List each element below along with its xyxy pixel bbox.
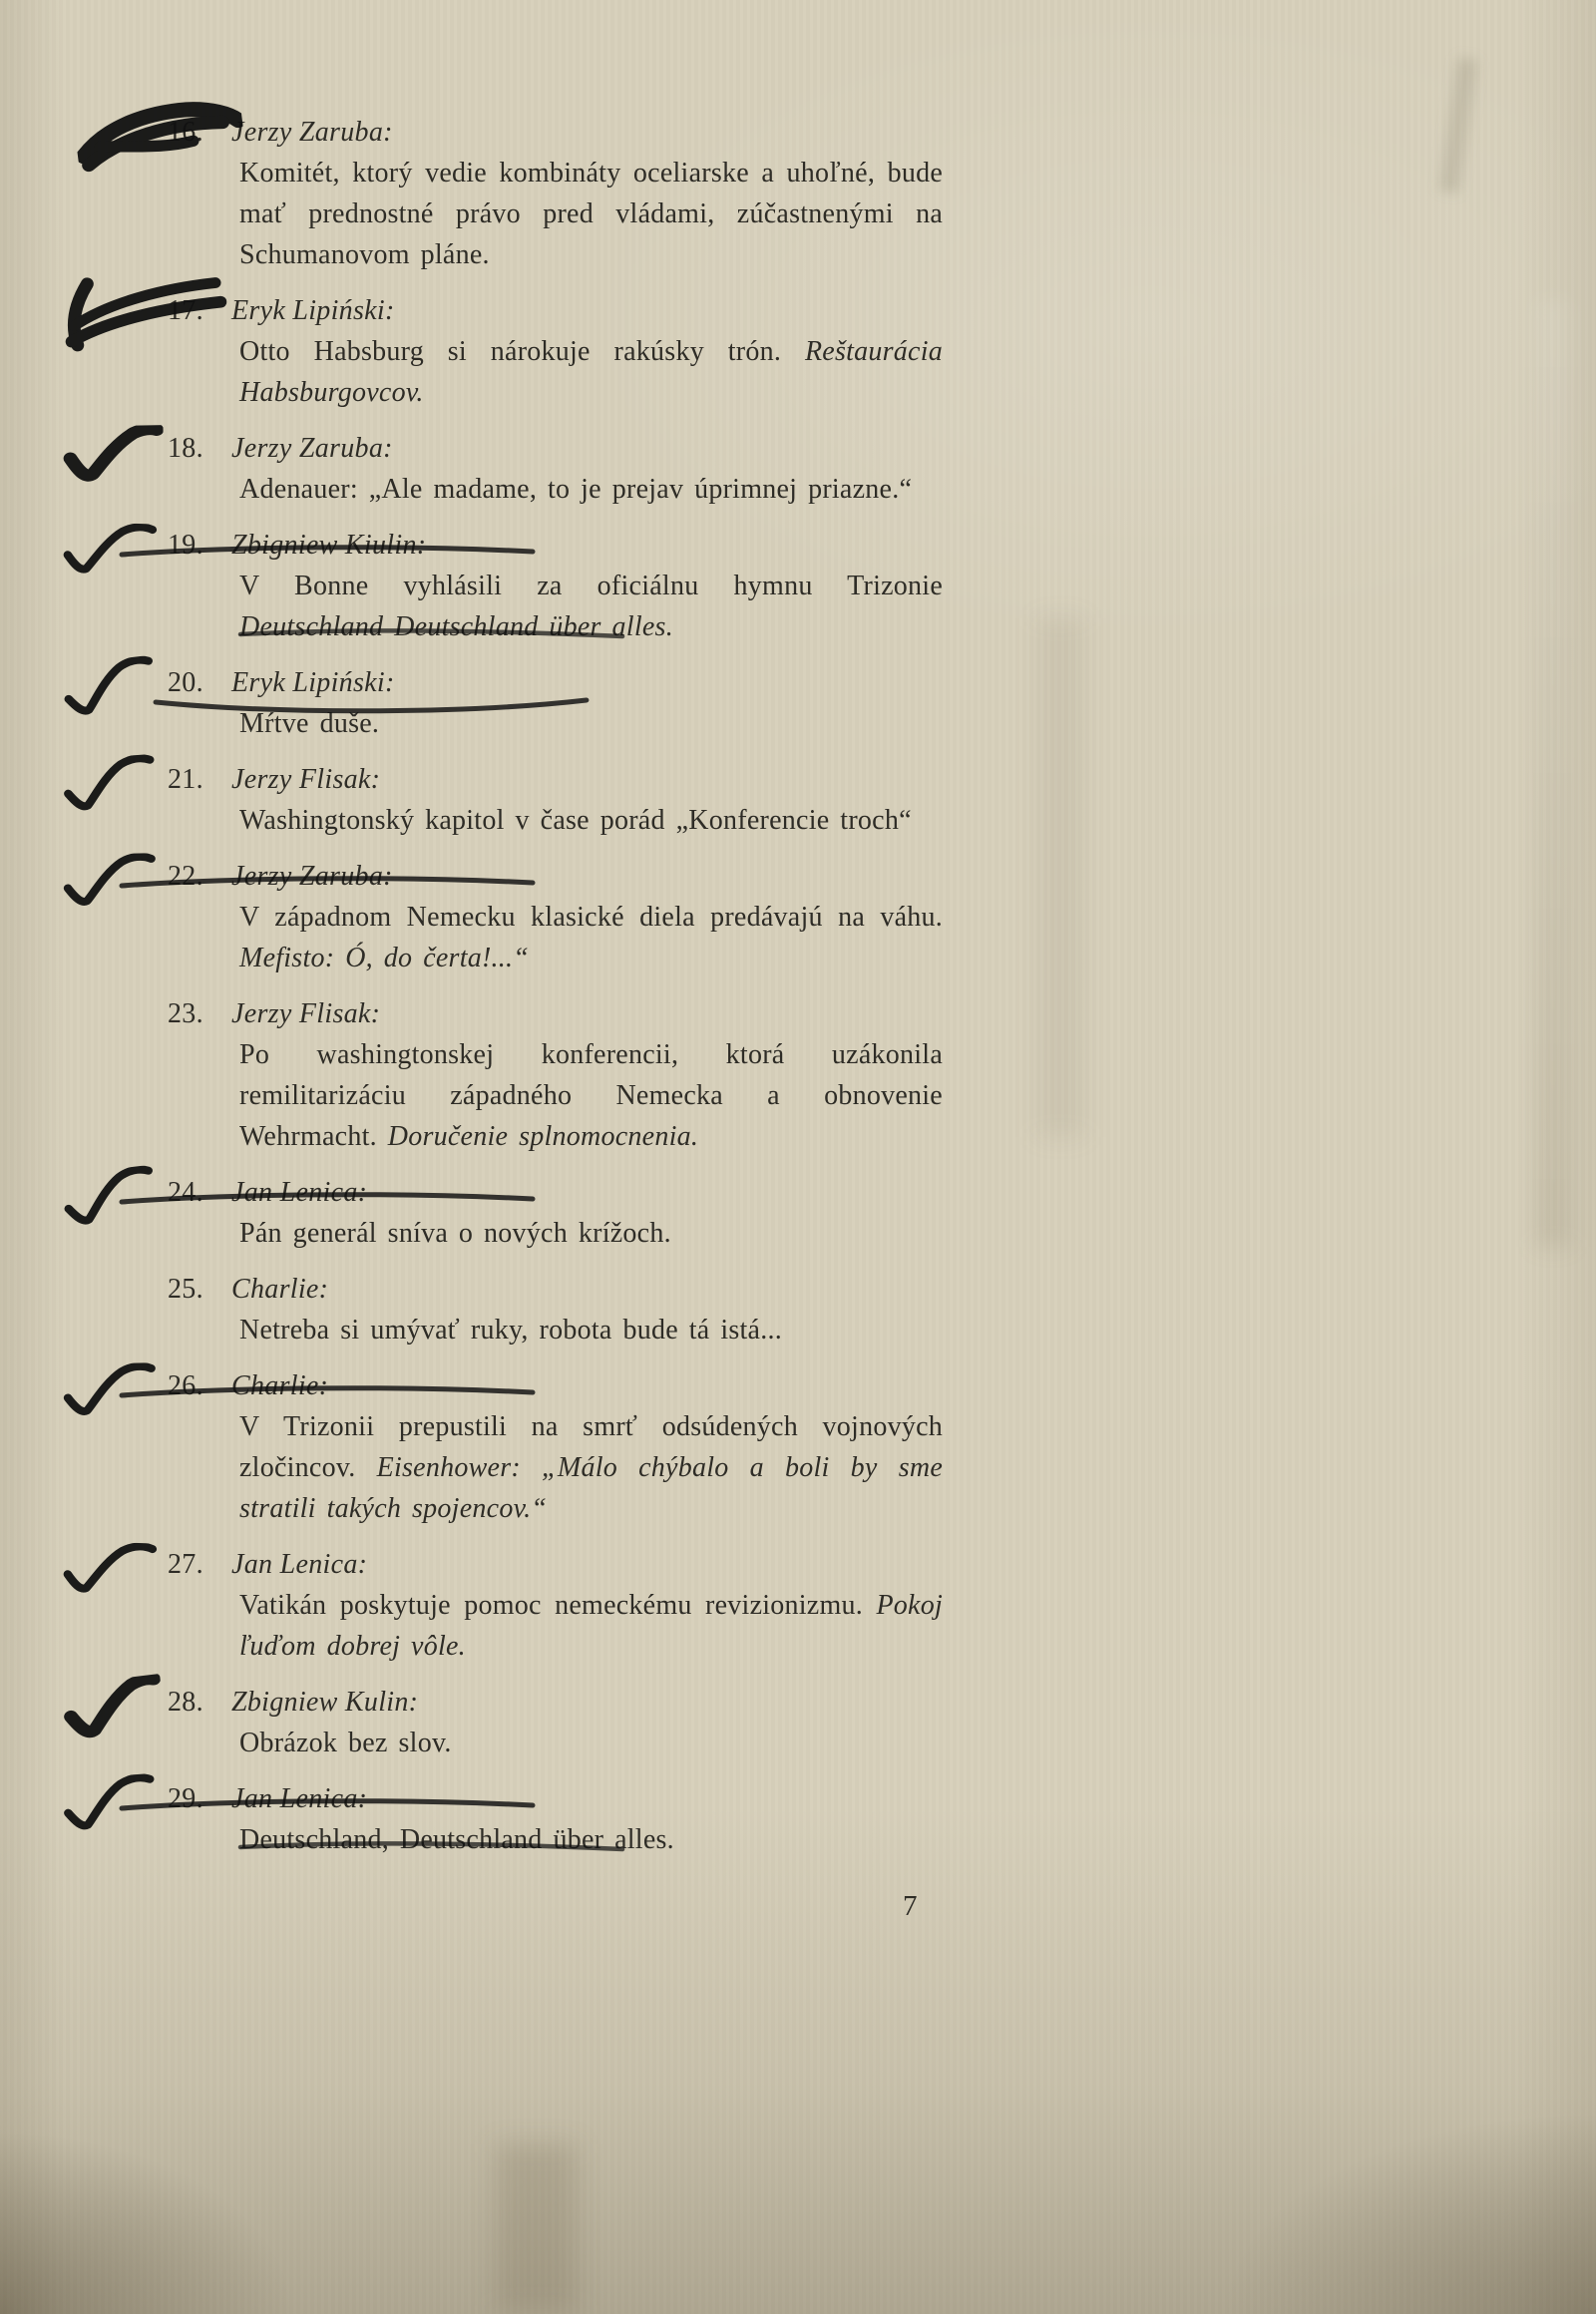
- caption-text: Po washingtonskej konferencii, ktorá uzákonila remilitarizáciu západného Nemecka a obnovenie Wehrmacht.: [239, 1039, 943, 1152]
- item-caption: [239, 1585, 943, 1667]
- item-caption: [239, 897, 943, 978]
- list-item: [0, 662, 1596, 744]
- item-number: 29.: [168, 1783, 203, 1814]
- item-number: 28.: [168, 1687, 203, 1718]
- item-caption: [239, 1406, 943, 1529]
- item-caption: [239, 703, 943, 744]
- item-number: 21.: [168, 764, 203, 795]
- catalog-list: [0, 112, 1596, 1875]
- item-heading: [168, 764, 380, 795]
- item-heading: [168, 1274, 328, 1305]
- item-number: 20.: [168, 667, 203, 698]
- item-heading: [168, 1687, 418, 1718]
- caption-title-italic: Deutschland Deutschland über alles.: [239, 611, 673, 642]
- item-author: Jan Lenica:: [231, 1783, 368, 1814]
- list-item: [0, 112, 1596, 275]
- list-item: [0, 1682, 1596, 1763]
- item-heading: [168, 433, 393, 464]
- item-heading: [168, 998, 380, 1029]
- pen-checkmark-icon: [60, 1773, 160, 1840]
- item-heading: [168, 117, 393, 148]
- list-item: [0, 1365, 1596, 1529]
- item-heading: [168, 295, 395, 326]
- pen-checkmark-icon: [59, 654, 162, 725]
- list-item: [0, 759, 1596, 841]
- item-author: Jerzy Zaruba:: [231, 433, 393, 464]
- item-caption: [239, 1213, 943, 1254]
- item-number: 27.: [168, 1549, 203, 1580]
- caption-text: Obrázok bez slov.: [239, 1728, 452, 1758]
- caption-text: Mŕtve duše.: [239, 708, 380, 739]
- pen-checkmark-icon: [61, 425, 164, 487]
- item-heading: [168, 861, 393, 892]
- item-number: 24.: [168, 1177, 203, 1208]
- item-heading: [168, 667, 395, 698]
- item-author: Zbigniew Kulin:: [231, 1687, 419, 1718]
- item-author: Jerzy Flisak:: [231, 764, 381, 795]
- caption-text: Pán generál sníva o nových krížoch.: [239, 1218, 671, 1249]
- item-caption: [239, 331, 943, 413]
- item-caption: [239, 800, 943, 841]
- item-heading: [168, 530, 426, 561]
- caption-text: Deutschland, Deutschland über alles.: [239, 1824, 674, 1855]
- item-author: Eryk Lipiński:: [231, 295, 395, 326]
- pen-checkmark-icon: [61, 1362, 158, 1424]
- list-item: [0, 428, 1596, 510]
- caption-title-italic: Mefisto: Ó, do čerta!...“: [239, 943, 530, 973]
- item-author: Charlie:: [231, 1370, 329, 1401]
- list-item: [0, 1269, 1596, 1350]
- caption-title-italic: Pokoj ľuďom dobrej vôle.: [239, 1590, 943, 1662]
- item-caption: [239, 469, 943, 510]
- caption-title-italic: Doručenie splnomocnenia.: [387, 1121, 699, 1152]
- item-number: 26.: [168, 1370, 203, 1401]
- item-author: Jerzy Zaruba:: [231, 117, 393, 148]
- caption-title-italic: Reštaurácia Habsburgovcov.: [239, 336, 943, 408]
- caption-text: V západnom Nemecku klasické diela predávajú na váhu.: [239, 902, 943, 933]
- item-heading: [168, 1549, 367, 1580]
- bottom-crease-artifact: [497, 2144, 577, 2314]
- list-item: [0, 993, 1596, 1157]
- caption-text: Komitét, ktorý vedie kombináty oceliarske a uhoľné, bude mať prednostné právo pred vládami, zúčastnenými na Schumanovom pláne.: [239, 158, 943, 270]
- list-item: [0, 1172, 1596, 1254]
- item-heading: [168, 1783, 367, 1814]
- item-caption: [239, 1819, 943, 1860]
- caption-text: V Bonne vyhlásili za oficiálnu hymnu Trizonie: [239, 571, 943, 601]
- caption-text: Adenauer: „Ale madame, to je prejav úprimnej priazne.“: [239, 474, 913, 505]
- item-number: 25.: [168, 1274, 203, 1305]
- item-caption: [239, 1310, 943, 1350]
- item-caption: [239, 153, 943, 275]
- item-author: Jerzy Flisak:: [231, 998, 381, 1029]
- item-number: 23.: [168, 998, 203, 1029]
- item-number: 19.: [168, 530, 203, 561]
- pen-checkmark-icon: [59, 1164, 162, 1235]
- item-author: Zbigniew Kiulin:: [231, 530, 427, 561]
- caption-text: Washingtonský kapitol v čase porád „Konferencie troch“: [239, 805, 912, 836]
- item-heading: [168, 1370, 328, 1401]
- item-caption: [239, 566, 943, 647]
- item-number: 18.: [168, 433, 203, 464]
- item-author: Jan Lenica:: [231, 1549, 368, 1580]
- list-item: [0, 290, 1596, 413]
- pen-checkmark-icon: [61, 1540, 159, 1603]
- list-item: [0, 525, 1596, 647]
- caption-text: Netreba si umývať ruky, robota bude tá istá...: [239, 1315, 782, 1346]
- list-item: [0, 856, 1596, 978]
- item-number: 22.: [168, 861, 203, 892]
- item-caption: [239, 1723, 943, 1763]
- caption-title-italic: Eisenhower: „Málo chýbalo a boli by sme stratili takých spojencov.“: [239, 1452, 943, 1524]
- pen-checkmark-icon: [61, 853, 158, 915]
- caption-text: V Trizonii prepustili na smrť odsúdených vojnových zločincov.: [239, 1411, 943, 1483]
- pen-checkmark-icon: [61, 521, 159, 583]
- caption-text: Vatikán poskytuje pomoc nemeckému revizionizmu.: [239, 1590, 877, 1621]
- item-number: 17.: [168, 295, 203, 326]
- item-author: Jerzy Zaruba:: [231, 861, 393, 892]
- pen-checkmark-icon: [59, 1674, 168, 1745]
- caption-text: Otto Habsburg si nárokuje rakúsky trón.: [239, 336, 805, 367]
- item-number: 16.: [168, 117, 203, 148]
- item-heading: [168, 1177, 367, 1208]
- item-author: Charlie:: [231, 1274, 329, 1305]
- list-item: [0, 1778, 1596, 1860]
- page-number: 7: [903, 1890, 918, 1922]
- list-item: [0, 1544, 1596, 1667]
- item-author: Eryk Lipiński:: [231, 667, 395, 698]
- item-caption: [239, 1034, 943, 1157]
- item-author: Jan Lenica:: [231, 1177, 368, 1208]
- pen-checkmark-icon: [60, 754, 160, 821]
